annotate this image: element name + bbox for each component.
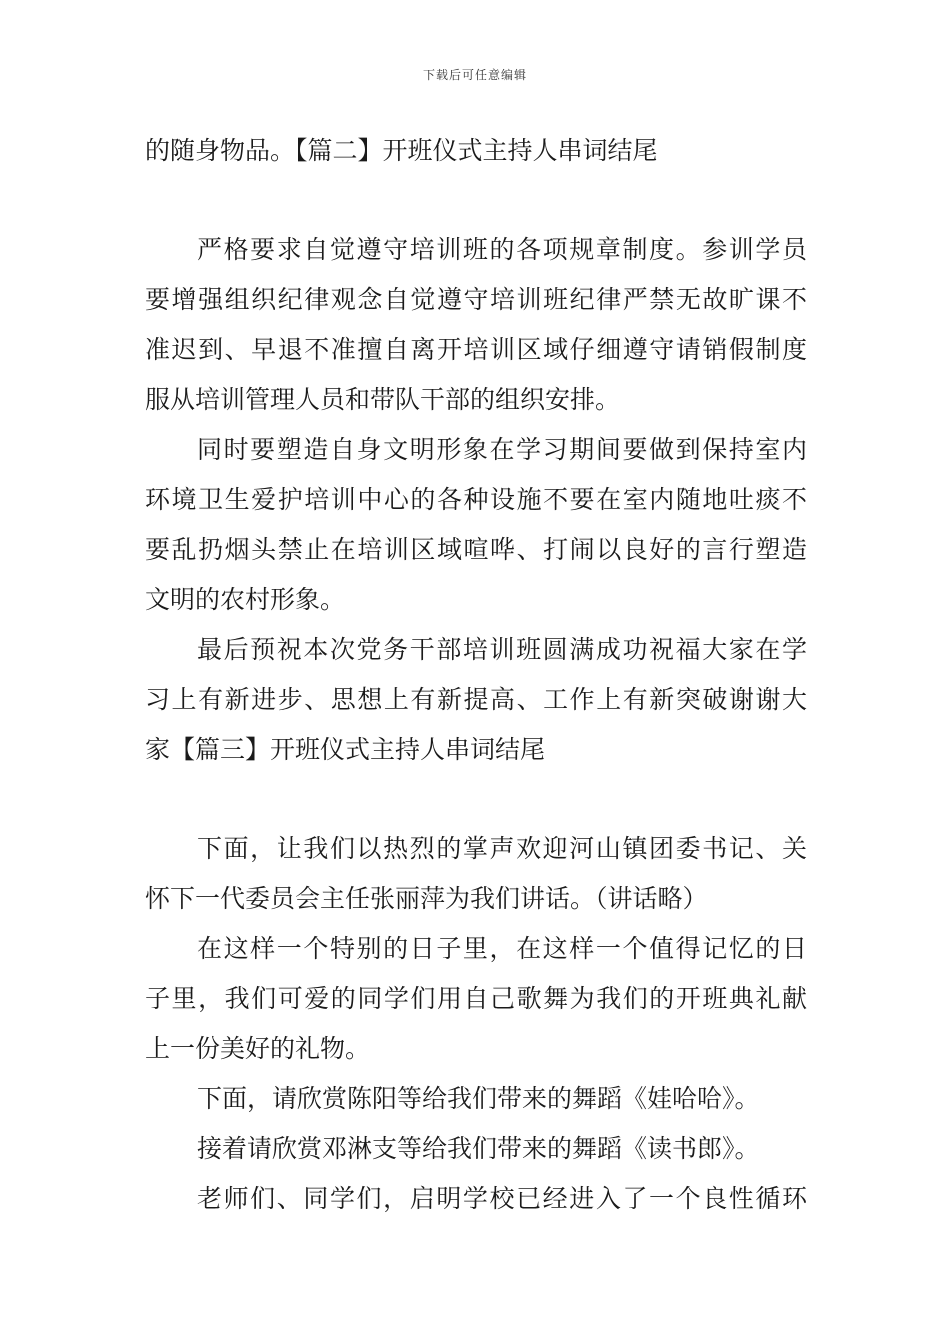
document-body bbox=[145, 126, 807, 1224]
text-line: 老师们、同学们，启明学校已经进入了一个良性循环 bbox=[197, 1184, 807, 1213]
text-line: 同时要塑造自身文明形象在学习期间要做到保持室内 bbox=[197, 435, 807, 464]
text-line: 环境卫生爱护培训中心的各种设施不要在室内随地吐痰不 bbox=[145, 485, 807, 514]
paragraph-gap bbox=[145, 176, 807, 225]
text-line: 接着请欣赏邓淋支等给我们带来的舞蹈《读书郎》。 bbox=[197, 1134, 760, 1163]
text-line: 子里，我们可爱的同学们用自己歌舞为我们的开班典礼献 bbox=[145, 984, 807, 1013]
text-line: 准迟到、早退不准擅自离开培训区域仔细遵守请销假制度 bbox=[145, 335, 807, 364]
text-line: 要乱扔烟头禁止在培训区域喧哗、打闹以良好的言行塑造 bbox=[145, 535, 807, 564]
text-line: 上一份美好的礼物。 bbox=[145, 1034, 371, 1063]
text-line: 要增强组织纪律观念自觉遵守培训班纪律严禁无故旷课不 bbox=[145, 285, 807, 314]
text-line: 下面，请欣赏陈阳等给我们带来的舞蹈《娃哈哈》。 bbox=[197, 1084, 760, 1113]
text-line: 下面，让我们以热烈的掌声欢迎河山镇团委书记、关 bbox=[197, 834, 807, 863]
text-line: 文明的农村形象。 bbox=[145, 585, 346, 614]
text-line: 家【篇三】开班仪式主持人串词结尾 bbox=[145, 735, 546, 764]
paragraph-gap bbox=[145, 775, 807, 824]
text-line: 最后预祝本次党务干部培训班圆满成功祝福大家在学 bbox=[197, 635, 807, 664]
text-line: 服从培训管理人员和带队干部的组织安排。 bbox=[145, 385, 621, 414]
text-line: 在这样一个特别的日子里，在这样一个值得记忆的日 bbox=[197, 934, 807, 963]
page-header-note: 下载后可任意编辑 bbox=[422, 68, 527, 82]
text-line: 的随身物品。【篇二】开班仪式主持人串词结尾 bbox=[145, 136, 658, 165]
text-line: 习上有新进步、思想上有新提高、工作上有新突破谢谢大 bbox=[145, 685, 807, 714]
text-line: 严格要求自觉遵守培训班的各项规章制度。参训学员 bbox=[197, 235, 807, 264]
text-line: 怀下一代委员会主任张丽萍为我们讲话。（讲话略） bbox=[145, 884, 708, 913]
